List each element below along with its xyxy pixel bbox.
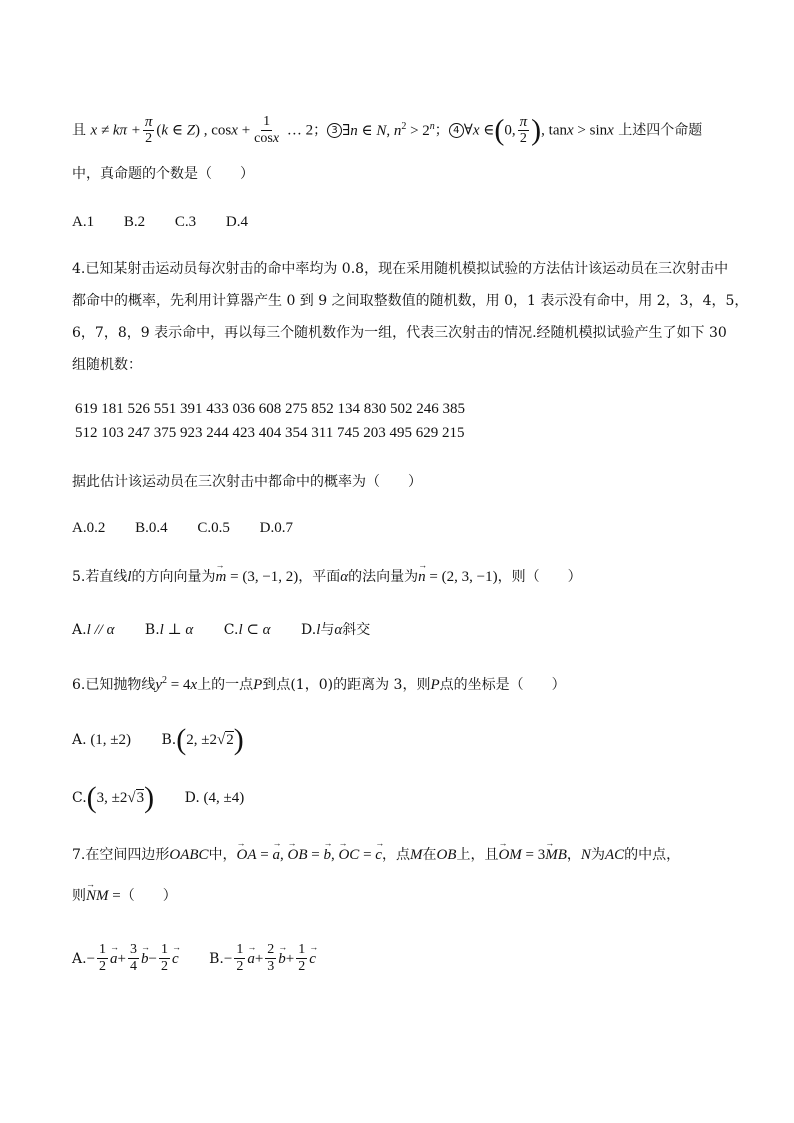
- q6-option-c[interactable]: C.(3, ±2√3): [72, 781, 155, 814]
- q4-numbers-row1: 619 181 526 551 391 433 036 608 275 852 134 830 502 246 385: [75, 401, 465, 417]
- q5-option-c[interactable]: C.l ⊂ α: [223, 622, 271, 638]
- q3-option-d[interactable]: D.4: [225, 214, 248, 230]
- q4-option-b[interactable]: B.0.4: [135, 520, 168, 536]
- q6-options-row1: [72, 723, 270, 756]
- q4-option-c[interactable]: C.0.5: [197, 520, 230, 536]
- q3-line1-lead: 且: [72, 122, 86, 139]
- q3-option-b[interactable]: B.2: [123, 214, 146, 230]
- q7-suffix: 的中点，: [624, 847, 681, 863]
- q3-circle-3: 3: [327, 123, 342, 138]
- q4-line4: 组随机数：: [72, 357, 142, 373]
- q7-mid2: ，点: [381, 847, 410, 863]
- q4-option-a[interactable]: A.0.2: [72, 520, 106, 536]
- q7-line2: 则→ NM =（ ）: [72, 886, 177, 906]
- q6-option-a[interactable]: A. (1, ±2): [72, 732, 132, 748]
- q3-line2: 中，真命题的个数是（ ）: [72, 166, 254, 182]
- q5-mid2: ，平面: [298, 569, 341, 585]
- q4-line1: 4.已知某射击运动员每次射击的命中率均为 0.8，现在采用随机模拟试验的方法估计该运动员在三次射击中: [72, 261, 729, 277]
- q7-options: [72, 942, 342, 975]
- q7-prefix: 7.在空间四边形: [72, 847, 170, 863]
- q7-line2-lead: 则: [72, 888, 86, 904]
- q5-options: [72, 620, 396, 640]
- q6-stem: 6.已知抛物线$y^2 = 4x$上的一点P到点(1，0)的距离为 3，则P点的坐标是（ ）: [72, 675, 566, 693]
- q6-mid1: 上的一点: [197, 677, 254, 693]
- q6-options-row2: [72, 781, 270, 814]
- q6-option-b[interactable]: B.(2, ±2√2): [161, 723, 244, 756]
- q7-mid1: 中，: [208, 847, 237, 863]
- q4-line2: 都命中的概率，先利用计算器产生 0 到 9 之间取整数值的随机数，用 0，1 表示没有命中，用 2，3，4，5，: [72, 293, 749, 309]
- q7-line2-end: （ ）: [120, 888, 177, 904]
- q4-question: 据此估计该运动员在三次射击中都命中的概率为（ ）: [72, 474, 422, 490]
- q5-stem: 5.若直线l的方向向量为→ m = (3, −1, 2)，平面α的法向量为→ n = (2, 3, −1)，则（ ）: [72, 567, 582, 587]
- q4-options: [72, 518, 319, 538]
- q6-mid2: 到点(1，0)的距离为 3，则: [262, 677, 431, 693]
- q5-mid1: 的方向向量为: [131, 569, 216, 585]
- q7-stem: 7.在空间四边形OABC中，→ OA = → a, → OB = → b, → OC = → c，点M在OB上，且→ OM = 3→ MB，N为AC的中点，: [72, 845, 680, 865]
- q3-option-c[interactable]: C.3: [174, 214, 197, 230]
- q5-option-d[interactable]: D.l与α斜交: [301, 622, 371, 638]
- q6-option-d[interactable]: D. (4, ±4): [184, 790, 245, 806]
- q5-option-b[interactable]: B.l ⊥ α: [144, 622, 194, 638]
- q3-circle-4: 4: [449, 123, 464, 138]
- q6-suffix: 点的坐标是（ ）: [439, 677, 566, 693]
- q7-option-a[interactable]: A.− $\frac{1}{2}$ → a+ $\frac{3}{4}$ → b− $\frac{1}{2}$ → c: [72, 951, 179, 967]
- q3-line1: 且 x ≠ kπ + $\frac{\pi}{2}$ (k ∈ Z) , cosx + $\frac{1}{\cos x}$ … 2； 3 ∃n ∈ N, $n^2 > 2^n$； 4 ∀x ∈(0, $\frac{\pi}{2}$ ), tanx > sinx 上述四个命题: [72, 113, 703, 147]
- q5-suffix: ，则（ ）: [497, 569, 582, 585]
- q7-mid6: 为: [590, 847, 605, 863]
- q5-mid3: 的法向量为: [348, 569, 419, 585]
- q4-numbers-row2: 512 103 247 375 923 244 423 404 354 311 745 203 495 629 215: [75, 425, 465, 441]
- q3-fraction-1-cosx: $\frac{1}{\cos x}$: [254, 114, 280, 146]
- q4-line3: 6，7，8，9 表示命中，再以每三个随机数作为一组，代表三次射击的情况.经随机模拟试验产生了如下 30: [72, 325, 727, 341]
- q7-mid5: ，: [566, 847, 581, 863]
- q7-mid4: 上，且: [456, 847, 499, 863]
- q3-fraction-pi-2: $\frac{\pi}{2}$: [144, 114, 153, 146]
- q4-option-d[interactable]: D.0.7: [259, 520, 293, 536]
- q6-prefix: 6.已知抛物线: [72, 677, 156, 693]
- q7-option-b[interactable]: B.− $\frac{1}{2}$ → a+ $\frac{2}{3}$ → b+ $\frac{1}{2}$ → c: [209, 951, 316, 967]
- q3-formula-condition: x ≠ kπ +: [90, 122, 141, 139]
- q3-line1-tail: 上述四个命题: [618, 122, 703, 139]
- q5-prefix: 5.若直线: [72, 569, 128, 585]
- q7-mid3: 在: [422, 847, 437, 863]
- q3-option-a[interactable]: A.1: [72, 214, 95, 230]
- q3-options: [72, 212, 274, 232]
- q5-option-a[interactable]: A.l // α: [72, 622, 115, 638]
